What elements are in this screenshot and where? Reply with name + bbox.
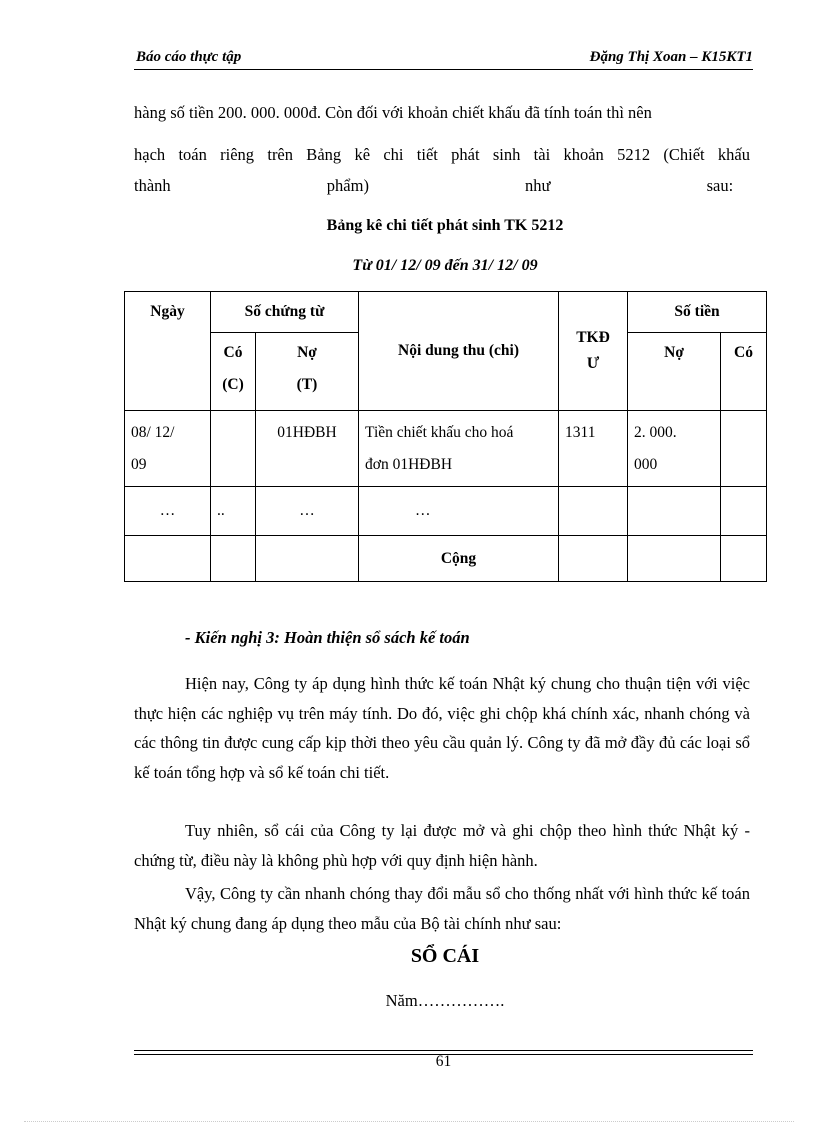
total-amount-co (721, 536, 767, 582)
intro-line-3-text: thành phẩm) như sau: (134, 176, 734, 195)
detail-table (124, 291, 767, 582)
row1-content-line1: Tiền chiết khấu cho hoá (365, 424, 514, 441)
header-date: Ngày (125, 292, 211, 411)
header-account-line1: TKĐ (576, 329, 610, 346)
row1-amount-co (721, 411, 767, 487)
total-co (211, 536, 256, 582)
paragraph-2: Tuy nhiên, sổ cái của Công ty lại được mở và ghi chộp theo hình thức Nhật ký - chứng từ, điều này là không phù hợp với quy định hiện hành. (134, 821, 750, 870)
header-amount-no: Nợ (628, 333, 721, 411)
header-content: Nội dung thu (chi) (359, 292, 559, 411)
row2-no: … (256, 487, 359, 536)
table-title: Bảng kê chi tiết phát sinh TK 5212 (326, 217, 564, 234)
row1-amount-no-line1: 2. 000. (634, 424, 677, 441)
row1-content (359, 411, 559, 487)
row1-amount-no-line2: 000 (634, 456, 658, 473)
row2-account (559, 487, 628, 536)
header-voucher-no-label: Nợ (297, 344, 317, 361)
paragraph-1: Hiện nay, Công ty áp dụng hình thức kế toán Nhật ký chung cho thuận tiện với việc thực hiện các nghiệp vụ trên máy tính. Do đó, việc ghi chộp khá chính xác, nhanh chóng và các thông tin được cung cấp kịp thời theo yêu cầu quản lý. Công ty đã mở đầy đủ các loại sổ kế toán tổng hợp và sổ kế toán chi tiết. (134, 674, 750, 782)
paragraph-3: Vậy, Công ty cần nhanh chóng thay đổi mẫu sổ cho thống nhất với hình thức kế toán Nhật ký chung đang áp dụng theo mẫu của Bộ tài chính như sau: (134, 884, 750, 933)
header-report-title: Báo cáo thực tập (136, 49, 242, 65)
row1-date-line2: 09 (131, 456, 147, 473)
header-voucher-no (256, 333, 359, 411)
header-voucher-co-label: Có (223, 344, 243, 361)
intro-line-3 (134, 176, 750, 196)
page-number: 61 (435, 1053, 452, 1070)
total-no (256, 536, 359, 582)
table-subtitle: Từ 01/ 12/ 09 đến 31/ 12/ 09 (352, 257, 538, 274)
header-voucher: Số chứng từ (211, 292, 359, 333)
header-rule (134, 69, 753, 70)
row1-no: 01HĐBH (256, 411, 359, 487)
header-account (559, 292, 628, 411)
header-voucher-no-code: (T) (296, 376, 318, 393)
ledger-year: Năm……………. (385, 991, 505, 1010)
row2-amount-co (721, 487, 767, 536)
row1-content-line2: đơn 01HĐBH (365, 456, 453, 473)
total-amount-no (628, 536, 721, 582)
row1-date (125, 411, 211, 487)
header-account-line2: Ư (586, 355, 600, 372)
row1-account: 1311 (559, 411, 628, 487)
section-heading: - Kiến nghị 3: Hoàn thiện sổ sách kế toán (185, 628, 470, 647)
page-edge (24, 1121, 794, 1122)
total-label: Cộng (359, 536, 559, 582)
header-voucher-co (211, 333, 256, 411)
header-amount: Số tiền (628, 292, 767, 333)
row1-co (211, 411, 256, 487)
ledger-title: SỔ CÁI (410, 945, 480, 967)
total-account (559, 536, 628, 582)
running-header (134, 49, 753, 69)
row1-amount-no (628, 411, 721, 487)
table-row (125, 487, 767, 536)
total-date (125, 536, 211, 582)
footer-rule-top (134, 1050, 753, 1051)
table-total-row (125, 536, 767, 582)
header-author: Đặng Thị Xoan – K15KT1 (589, 49, 753, 65)
row2-content: … (359, 487, 559, 536)
intro-line-2: hạch toán riêng trên Bảng kê chi tiết phát sinh tài khoản 5212 (Chiết khấu (134, 145, 750, 164)
intro-line-1: hàng số tiền 200. 000. 000đ. Còn đối với khoản chiết khấu đã tính toán thì nên (134, 103, 652, 122)
row2-co: .. (211, 487, 256, 536)
row1-date-line1: 08/ 12/ (131, 424, 175, 441)
header-voucher-co-code: (C) (222, 376, 244, 393)
table-row (125, 411, 767, 487)
header-amount-co: Có (721, 333, 767, 411)
row2-date: … (125, 487, 211, 536)
row2-amount-no (628, 487, 721, 536)
